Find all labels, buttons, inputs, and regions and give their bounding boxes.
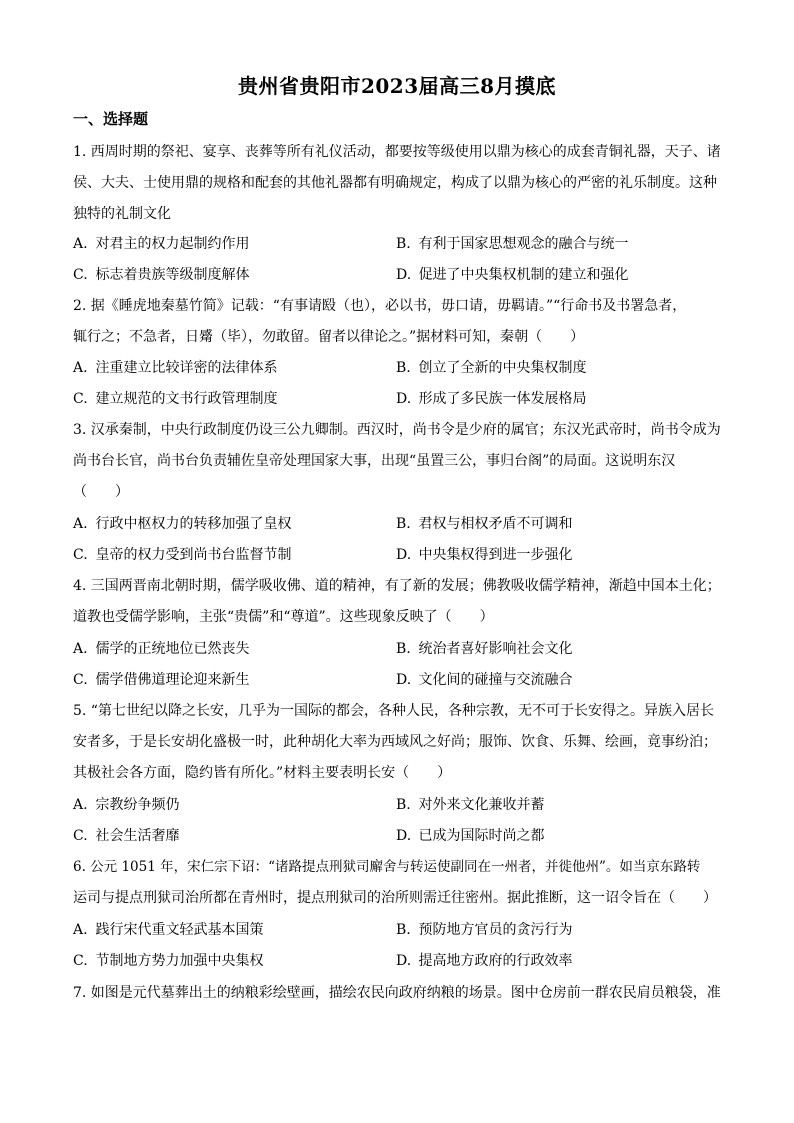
option-letter: C. — [73, 267, 88, 283]
question-5-option-a — [73, 796, 179, 814]
question-6-option-d — [396, 952, 572, 970]
option-letter: B. — [396, 641, 411, 657]
option-text: 提高地方政府的行政效率 — [418, 953, 573, 969]
option-letter: C. — [73, 828, 88, 844]
question-1-option-a — [73, 235, 249, 253]
option-text: 有利于国家思想观念的融合与统一 — [418, 236, 629, 252]
option-text: 中央集权得到进一步强化 — [418, 547, 573, 563]
question-2-line-2: 辄行之；不急者，日觱（毕），勿敢留。留者以律论之。”据材料可知，秦朝（ ） — [73, 329, 585, 345]
option-text: 君权与相权矛盾不可调和 — [418, 516, 573, 532]
option-text: 行政中枢权力的转移加强了皇权 — [95, 516, 292, 532]
question-1-line-3: 独特的礼制文化 — [73, 206, 171, 222]
option-text: 统治者喜好影响社会文化 — [418, 641, 573, 657]
question-6-line-1: 6. 公元 1051 年，宋仁宗下诏：“诸路提点刑狱司廨舍与转运使副同在一州者，并徙他州”。如当京东路转 — [73, 859, 701, 875]
question-3-option-a — [73, 515, 291, 533]
option-text: 促进了中央集权机制的建立和强化 — [418, 267, 629, 283]
question-1-option-d — [396, 266, 628, 284]
question-5-line-1: 5. “第七世纪以降之长安，几乎为一国际的都会，各种人民，各种宗教，无不可于长安得之。异族入居长 — [73, 703, 714, 719]
question-1-option-b — [396, 235, 628, 253]
question-4-line-2: 道教也受儒学影响，主张“贵儒”和“尊道”。这些现象反映了（ ） — [73, 609, 494, 625]
option-text: 标志着贵族等级制度解体 — [95, 267, 250, 283]
option-text: 对君主的权力起制约作用 — [95, 236, 250, 252]
question-4-option-c — [73, 671, 249, 689]
option-letter: D. — [396, 547, 412, 563]
question-3-option-b — [396, 515, 572, 533]
question-5-line-2: 安者多，于是长安胡化盛极一时，此种胡化大率为西域风之好尚；服饰、饮食、乐舞、绘画，竟事纷泊； — [73, 734, 717, 750]
option-letter: D. — [396, 267, 412, 283]
question-1-line-1: 1. 西周时期的祭祀、宴享、丧葬等所有礼仪活动，都要按等级使用以鼎为核心的成套青铜礼器，天子、诸 — [73, 144, 721, 160]
option-letter: B. — [396, 360, 411, 376]
question-5-option-b — [396, 796, 544, 814]
question-5-option-c — [73, 827, 179, 845]
question-1-line-2: 侯、大夫、士使用鼎的规格和配套的其他礼器都有明确规定，构成了以鼎为核心的严密的礼乐制度。这种 — [73, 175, 717, 191]
question-4-option-b — [396, 640, 572, 658]
option-letter: D. — [396, 672, 412, 688]
option-text: 预防地方官员的贪污行为 — [418, 922, 573, 938]
option-letter: A. — [73, 641, 88, 657]
question-4-option-a — [73, 640, 249, 658]
question-3-option-d — [396, 546, 572, 564]
option-text: 节制地方势力加强中央集权 — [95, 953, 264, 969]
question-1-option-c — [73, 266, 249, 284]
option-text: 儒学的正统地位已然丧失 — [95, 641, 250, 657]
option-letter: A. — [73, 360, 88, 376]
option-letter: C. — [73, 953, 88, 969]
option-letter: A. — [73, 236, 88, 252]
option-letter: B. — [396, 516, 411, 532]
option-text: 创立了全新的中央集权制度 — [418, 360, 587, 376]
question-6-option-b — [396, 921, 572, 939]
option-letter: B. — [396, 922, 411, 938]
option-text: 社会生活奢靡 — [95, 828, 180, 844]
question-2-line-1: 2. 据《睡虎地秦墓竹简》记载：“有事请殹（也），必以书，毋口请，毋羁请。”“行命书及书署急者， — [73, 298, 687, 314]
option-letter: A. — [73, 516, 88, 532]
question-5-option-d — [396, 827, 544, 845]
question-4-option-d — [396, 671, 572, 689]
option-letter: C. — [73, 391, 88, 407]
option-letter: D. — [396, 828, 412, 844]
question-6-option-c — [73, 952, 263, 970]
option-letter: D. — [396, 953, 412, 969]
option-letter: B. — [396, 797, 411, 813]
option-text: 文化间的碰撞与交流融合 — [418, 672, 573, 688]
option-text: 形成了多民族一体发展格局 — [418, 391, 587, 407]
question-2-option-c — [73, 390, 277, 408]
option-letter: B. — [396, 236, 411, 252]
option-text: 宗教纷争频仍 — [95, 797, 180, 813]
option-letter: A. — [73, 922, 88, 938]
option-letter: C. — [73, 672, 88, 688]
question-3-line-2: 尚书台长官，尚书台负责辅佐皇帝处理国家大事，出现“虽置三公，事归台阁”的局面。这说明东汉 — [73, 453, 676, 469]
option-text: 注重建立比较详密的法律体系 — [95, 360, 278, 376]
question-2-option-d — [396, 390, 586, 408]
option-letter: C. — [73, 547, 88, 563]
question-3-option-c — [73, 546, 291, 564]
option-letter: D. — [396, 391, 412, 407]
question-6-line-2: 运司与提点刑狱司治所都在青州时，提点刑狱司的治所则需迁往密州。据此推断，这一诏令旨在（ ） — [73, 890, 717, 906]
option-text: 儒学借佛道理论迎来新生 — [95, 672, 250, 688]
question-3-line-1: 3. 汉承秦制，中央行政制度仍设三公九卿制。西汉时，尚书令是少府的属官；东汉光武帝时，尚书令成为 — [73, 422, 721, 438]
option-text: 对外来文化兼收并蓄 — [418, 797, 545, 813]
question-7-line-1: 7. 如图是元代墓葬出土的纳粮彩绘壁画，描绘农民向政府纳粮的场景。图中仓房前一群农民肩员粮袋，准 — [73, 985, 721, 1001]
question-6-option-a — [73, 921, 263, 939]
section-heading: 一、选择题 — [73, 110, 149, 128]
question-4-line-1: 4. 三国两晋南北朝时期，儒学吸收佛、道的精神，有了新的发展；佛教吸收儒学精神，渐趋中国本土化； — [73, 578, 721, 594]
option-text: 建立规范的文书行政管理制度 — [95, 391, 278, 407]
option-text: 践行宋代重文轻武基本国策 — [95, 922, 264, 938]
question-3-line-3: （ ） — [73, 484, 129, 500]
question-2-option-b — [396, 359, 586, 377]
question-5-line-3: 其极社会各方面，隐约皆有所化。”材料主要表明长安（ ） — [73, 765, 452, 781]
option-text: 皇帝的权力受到尚书台监督节制 — [95, 547, 292, 563]
option-text: 已成为国际时尚之都 — [418, 828, 545, 844]
question-2-option-a — [73, 359, 277, 377]
page-title: 贵州省贵阳市2023届高三8月摸底 — [237, 74, 557, 98]
option-letter: A. — [73, 797, 88, 813]
